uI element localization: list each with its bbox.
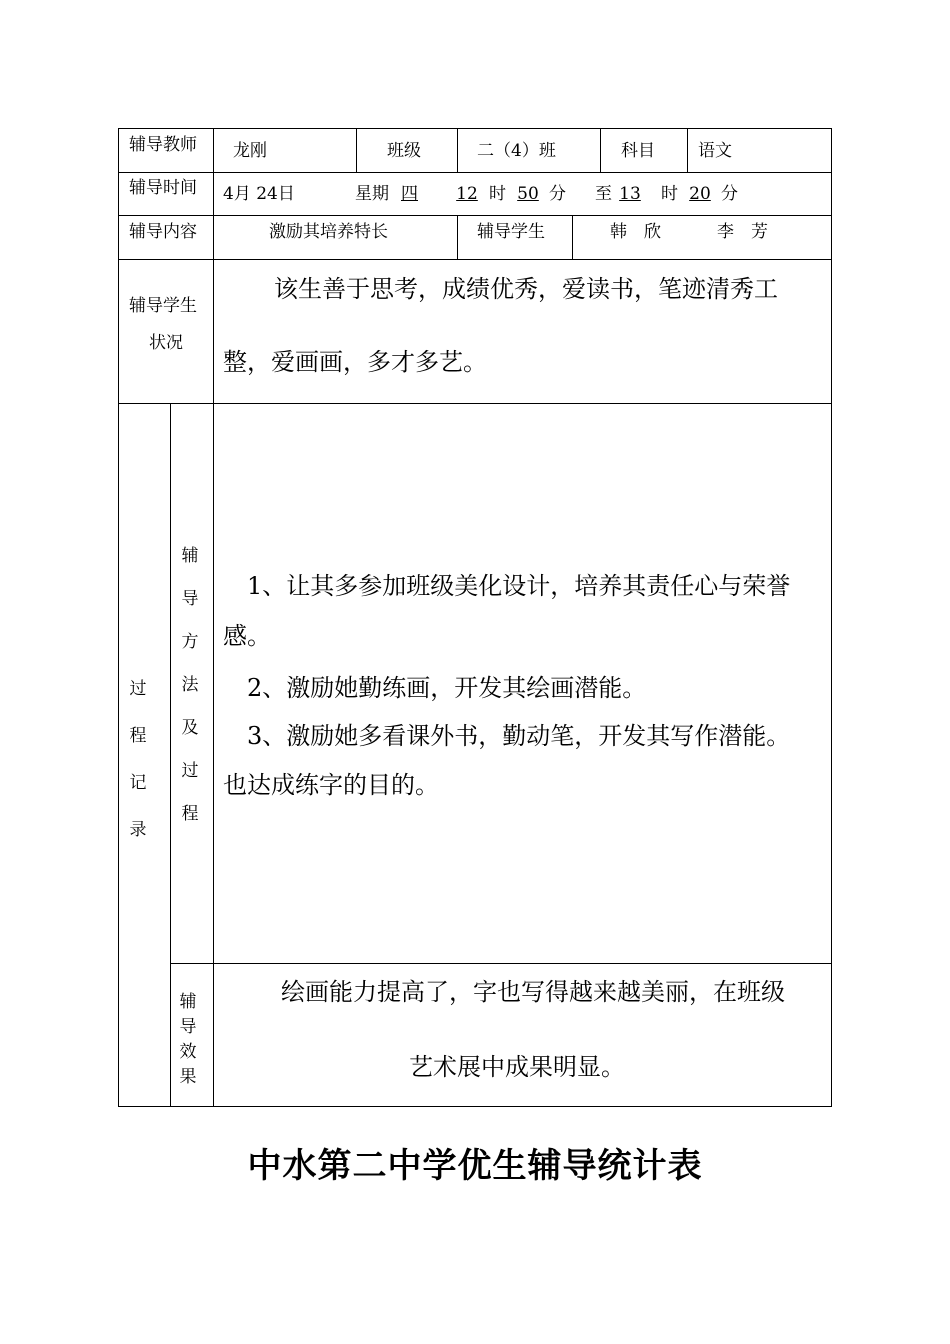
status-text: 该生善于思考，成绩优秀，爱读书，笔迹清秀工: [274, 275, 778, 303]
start-minute-unit: 分: [549, 184, 566, 204]
row-divider: [119, 259, 831, 260]
col-divider: [600, 129, 601, 172]
teacher-label: 辅导教师: [129, 135, 197, 155]
col-divider: [356, 129, 357, 172]
content-label: 辅导内容: [129, 222, 197, 242]
label-char: 果: [179, 1067, 197, 1087]
label-char: 导: [179, 1017, 197, 1037]
label-char: 效: [179, 1042, 197, 1062]
student-name: 李 芳: [717, 222, 768, 242]
row-divider: [119, 403, 831, 404]
label-char: 导: [181, 589, 199, 609]
col-divider: [170, 403, 171, 1107]
label-char: 过: [129, 679, 147, 699]
to-label: 至: [595, 184, 612, 204]
status-label: 状况: [149, 333, 183, 353]
row-divider: [119, 215, 831, 216]
col-divider: [457, 129, 458, 172]
method-line: 感。: [223, 622, 271, 650]
col-divider: [213, 129, 214, 172]
class-label: 班级: [387, 141, 421, 161]
end-hour-unit: 时: [661, 184, 678, 204]
page-title: 中水第二中学优生辅导统计表: [247, 1146, 703, 1186]
end-minute-unit: 分: [721, 184, 738, 204]
end-hour: 13: [619, 184, 641, 204]
teacher-value: 龙刚: [233, 141, 267, 161]
label-char: 程: [181, 804, 199, 824]
label-char: 方: [181, 632, 199, 652]
label-char: 辅: [179, 992, 197, 1012]
students-label: 辅导学生: [477, 222, 545, 242]
status-text: 整，爱画画，多才多艺。: [223, 348, 487, 376]
col-divider: [687, 129, 688, 172]
method-line: 3、激励她多看课外书，勤动笔，开发其写作潜能。: [247, 722, 791, 750]
end-minute: 20: [689, 184, 711, 204]
time-date: 4月 24日: [223, 184, 295, 204]
time-label: 辅导时间: [129, 178, 197, 198]
col-divider: [213, 259, 214, 403]
method-line: 2、激励她勤练画，开发其绘画潜能。: [247, 674, 647, 702]
label-char: 及: [181, 718, 199, 738]
col-divider: [213, 403, 214, 1107]
weekday-label: 星期: [355, 184, 389, 204]
method-line: 1、让其多参加班级美化设计，培养其责任心与荣誉: [247, 572, 791, 600]
effect-text: 艺术展中成果明显。: [409, 1053, 625, 1081]
student-name: 韩 欣: [610, 222, 661, 242]
label-char: 程: [129, 726, 147, 746]
row-divider: [170, 963, 831, 964]
col-divider: [213, 172, 214, 215]
weekday-value: 四: [401, 184, 418, 204]
label-char: 记: [129, 773, 147, 793]
start-hour-unit: 时: [489, 184, 506, 204]
class-value: 二（4）班: [477, 141, 556, 161]
col-divider: [457, 215, 458, 259]
start-minute: 50: [517, 184, 539, 204]
row-divider: [119, 172, 831, 173]
label-char: 辅: [181, 546, 199, 566]
label-char: 过: [181, 761, 199, 781]
effect-text: 绘画能力提高了，字也写得越来越美丽，在班级: [281, 978, 785, 1006]
subject-label: 科目: [621, 141, 655, 161]
status-label: 辅导学生: [129, 296, 197, 316]
content-value: 激励其培养特长: [269, 222, 388, 242]
col-divider: [572, 215, 573, 259]
tutoring-record-table: [118, 128, 832, 1107]
label-char: 录: [129, 820, 147, 840]
start-hour: 12: [456, 184, 478, 204]
col-divider: [213, 215, 214, 259]
label-char: 法: [181, 675, 199, 695]
subject-value: 语文: [698, 141, 732, 161]
method-line: 也达成练字的目的。: [223, 771, 439, 799]
